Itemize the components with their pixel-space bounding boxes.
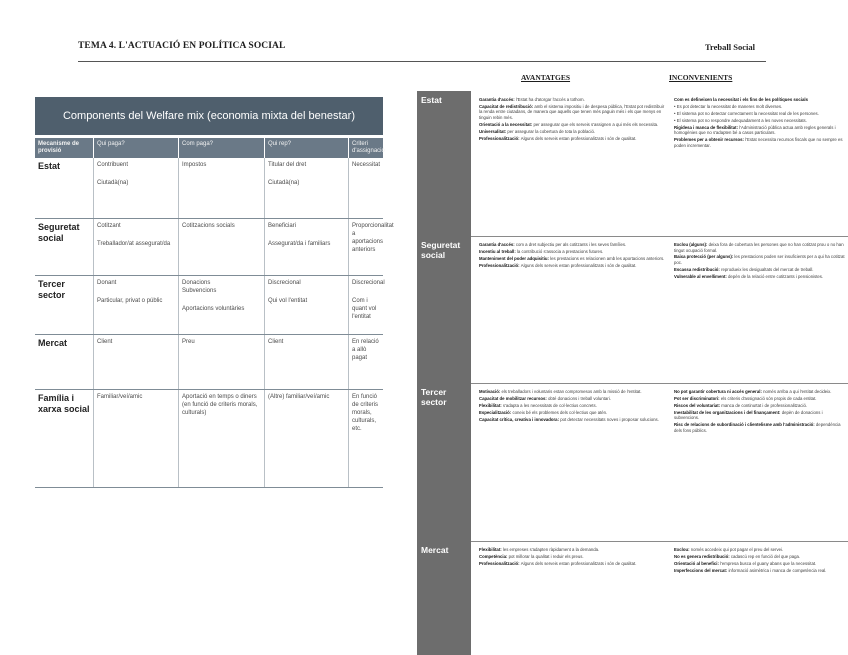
advantages-cell	[479, 242, 667, 270]
document-subject: Treball Social	[705, 42, 755, 52]
section-label: Seguretat social	[421, 240, 461, 260]
point-item	[479, 554, 667, 560]
point-heading: Com es defineixen la necessitat i els fins de les polítiques socials	[674, 97, 808, 102]
point-item	[479, 263, 667, 269]
pros-cons-section	[417, 541, 848, 655]
point-heading: Escassa redistribució:	[674, 266, 722, 272]
cell-text: Donant	[97, 280, 117, 286]
cell-text: Com i quant vol l'entitat	[352, 298, 377, 320]
cell-text: Treballador/at assegurat/da	[97, 241, 171, 247]
welfare-mix-cell	[264, 158, 348, 218]
point-heading: Garantia d'accés:	[479, 97, 516, 102]
mechanism-name: Estat	[38, 161, 61, 171]
point-text: • El sistema pot no respondre adequadament a les noves necessitats.	[674, 117, 807, 123]
welfare-mix-cell	[348, 335, 383, 389]
point-heading: Inestabilitat de les organitzacions i del finançament:	[674, 409, 782, 415]
point-item	[674, 97, 846, 103]
point-item	[479, 561, 667, 567]
point-item	[479, 410, 667, 416]
point-heading: Orientació a la necessitat:	[479, 121, 534, 127]
point-item	[674, 104, 846, 110]
cell-text: Impostos	[182, 162, 207, 168]
point-text: informació asimètrica i manca de competència real.	[728, 567, 827, 573]
mechanism-name: Família i xarxa social	[38, 393, 90, 414]
cell-text: Cotitzacions socials	[182, 223, 235, 229]
mechanism-name: Tercer sector	[38, 279, 66, 300]
point-text: les prestacions poden ser insuficients per a qui ha cotitzat poc.	[674, 254, 845, 266]
point-heading: No pot garantir cobertura ni accés general:	[674, 389, 764, 394]
cell-text: Contribuent	[97, 162, 129, 168]
point-item	[674, 111, 846, 117]
point-item	[479, 136, 667, 142]
point-heading: Manteniment del poder adquisitiu:	[479, 255, 551, 261]
cell-text: Client	[97, 339, 113, 345]
point-heading: Capacitat de mobilitzar recursos:	[479, 395, 549, 401]
point-text: obté donacions i treball voluntari.	[548, 395, 611, 401]
cell-spacer	[268, 287, 345, 297]
point-text: les prestacions es relacionen amb les aportacions anteriors.	[550, 255, 665, 261]
welfare-mix-cell	[93, 158, 178, 218]
point-heading: Competència:	[479, 553, 509, 559]
disadvantages-header: INCONVENIENTS	[669, 73, 733, 82]
cell-spacer	[352, 287, 380, 297]
point-item	[674, 396, 846, 402]
header-allocation: Criteri d'assignació	[348, 138, 383, 158]
advantages-cell	[479, 547, 667, 568]
point-text: depèn de la relació entre cotitzants i pensionistes.	[728, 273, 824, 279]
section-divider	[471, 383, 848, 384]
welfare-mix-table	[35, 97, 394, 488]
welfare-mix-cell	[348, 276, 383, 334]
welfare-mix-cell	[264, 335, 348, 389]
disadvantages-cell	[674, 547, 846, 575]
welfare-mix-cell	[178, 219, 264, 275]
pros-cons-table	[417, 91, 848, 655]
point-text: la contribució s'associa a prestacions futures.	[516, 248, 604, 254]
point-item	[674, 125, 846, 136]
point-item	[674, 254, 846, 265]
mechanism-name: Seguretat social	[38, 222, 80, 243]
point-heading: Problemes per a obtenir recursos:	[674, 137, 746, 143]
welfare-mix-row	[35, 390, 383, 488]
cell-text: Subvencions	[182, 288, 217, 294]
mechanism-name: Mercat	[38, 338, 68, 348]
point-heading: Professionalització:	[479, 560, 521, 566]
point-heading: Rigidesa i manca de flexibilitat:	[674, 124, 740, 130]
point-text: les empreses s'adapten ràpidament a la demanda.	[502, 547, 600, 552]
point-text: Alguns dels serveis estan professionalitzats i són de qualitat.	[520, 135, 637, 141]
point-heading: Imperfeccions del mercat:	[674, 567, 729, 573]
point-text: com a dret subjectiu per als cotitzants i les seves famílies.	[515, 242, 627, 247]
advantages-cell	[479, 97, 667, 143]
welfare-mix-rows	[35, 158, 394, 488]
point-text: reprodueix les desigualtats del mercat de treball.	[721, 266, 814, 272]
welfare-mix-row	[35, 276, 383, 335]
point-heading: Vulnerable al envelliment:	[674, 273, 729, 279]
cell-text: Donacions	[182, 280, 211, 286]
cell-spacer	[97, 287, 175, 297]
pros-cons-section	[417, 383, 848, 541]
point-text: cadascú rep en funció del que paga.	[730, 553, 801, 559]
point-item	[479, 97, 667, 103]
header-mechanism: Mecanisme de provisió	[38, 141, 80, 154]
cell-text: Ciutadà(na)	[97, 180, 129, 186]
point-text: per assegurar que els serveis s'assignen a qui més els necessita.	[533, 121, 659, 127]
point-item	[674, 118, 846, 124]
welfare-mix-cell	[93, 276, 178, 334]
point-item	[479, 547, 667, 553]
cell-text: Discrecional	[352, 280, 385, 286]
point-heading: Garantia d'accés:	[479, 242, 516, 247]
advantages-cell	[479, 389, 667, 423]
welfare-mix-cell	[178, 390, 264, 487]
cell-text: (Altre) familiar/veí/amic	[268, 394, 330, 400]
point-heading: Capacitat crítica, creativa i innovadora:	[479, 416, 561, 422]
point-heading: Orientació al benefici:	[674, 560, 721, 566]
welfare-mix-cell	[348, 158, 383, 218]
welfare-mix-cell	[264, 390, 348, 487]
point-item	[674, 137, 846, 148]
welfare-mix-cell	[178, 335, 264, 389]
point-text: • Es pot detectar la necessitat de maneres molt diverses.	[674, 103, 783, 109]
point-item	[674, 422, 846, 433]
cell-text: Qui vol l'entitat	[268, 298, 308, 304]
point-text: els treballadors i voluntaris estan compromesos amb la missió de l'entitat.	[501, 389, 642, 394]
point-item	[479, 389, 667, 395]
point-text: només arriba a qui l'entitat decideix.	[763, 389, 832, 394]
cell-text: Ciutadà(na)	[268, 180, 300, 186]
cell-text: Familiar/veí/amic	[97, 394, 143, 400]
point-item	[479, 104, 667, 121]
section-label: Mercat	[421, 545, 449, 555]
cell-text: Preu	[182, 339, 195, 345]
welfare-mix-cell	[93, 390, 178, 487]
point-item	[674, 568, 846, 574]
cell-text: Client	[268, 339, 284, 345]
point-text: l'empresa busca el guany abans que la necessitat.	[720, 560, 817, 566]
point-heading: Exclou:	[674, 547, 691, 552]
cell-text: Particular, privat o públic	[97, 298, 163, 304]
point-item	[674, 410, 846, 421]
point-text: s'adapta a les necessitats de col·lectius concrets.	[502, 402, 597, 408]
point-text: els criteris d'assignació són propis de cada entitat.	[720, 395, 817, 401]
header-how-pays: Com paga?	[178, 138, 264, 158]
point-heading: Riscos del voluntariat:	[674, 402, 722, 408]
point-text: depèn de donacions i subvencions.	[674, 409, 823, 421]
welfare-mix-cell	[93, 219, 178, 275]
point-item	[479, 129, 667, 135]
advantages-header: AVANTATGES	[521, 73, 571, 82]
point-text: pot detectar necessitats noves i proposar solucions.	[560, 416, 659, 422]
point-text: l'Administració pública actua amb regles generals i homogènies que no s'adapten bé a casos particulars.	[674, 124, 836, 136]
point-heading: Professionalització:	[479, 135, 521, 141]
point-text: • El sistema pot no detectar correctament la necessitat real de les persones.	[674, 110, 819, 116]
point-text: amb el sistema impositiu i de despesa pública, l'Estat pot redistribuir la renda entre ciutadans, de manera que aquells que tenen més paguin més i els que menys en tinguin rebin més.	[479, 103, 665, 121]
point-item	[479, 396, 667, 402]
pros-cons-section	[417, 91, 848, 236]
point-heading: Professionalització:	[479, 262, 521, 268]
point-text: manca de continuïtat i de professionalització.	[721, 402, 808, 408]
point-item	[674, 267, 846, 273]
cell-text: Necessitat	[352, 162, 381, 168]
welfare-mix-row	[35, 335, 383, 390]
point-heading: Universalitat:	[479, 128, 508, 134]
point-text: Alguns dels serveis estan professionalitzats i són de qualitat.	[520, 560, 637, 566]
point-item	[674, 389, 846, 395]
section-label: Tercer sector	[421, 387, 447, 407]
cell-spacer	[97, 230, 175, 240]
pros-cons-section	[417, 236, 848, 383]
welfare-mix-row	[35, 158, 383, 219]
welfare-mix-cell	[264, 219, 348, 275]
disadvantages-cell	[674, 389, 846, 435]
disadvantages-cell	[674, 242, 846, 281]
cell-text: Titular del dret	[268, 162, 307, 168]
header-who-receives: Qui rep?	[264, 138, 348, 158]
welfare-mix-cell	[348, 390, 383, 487]
welfare-mix-cell	[264, 276, 348, 334]
point-text: coneix bé els problemes dels col·lectius que atén.	[512, 409, 608, 415]
point-heading: Flexibilitat:	[479, 547, 503, 552]
section-divider	[471, 236, 848, 237]
point-item	[674, 242, 846, 253]
welfare-mix-cell	[348, 219, 394, 275]
point-heading: Capacitat de redistribució:	[479, 103, 535, 109]
point-item	[479, 242, 667, 248]
point-item	[674, 403, 846, 409]
point-item	[674, 554, 846, 560]
point-item	[479, 403, 667, 409]
point-item	[479, 249, 667, 255]
cell-text: Discrecional	[268, 280, 301, 286]
point-text: dependència dels fons públics.	[674, 422, 841, 433]
welfare-mix-title: Components del Welfare mix (economia mixta del benestar)	[35, 97, 383, 135]
point-text: per assegurar la cobertura de tota la població.	[507, 128, 596, 134]
cell-spacer	[268, 169, 345, 179]
point-heading: Baixa protecció (per alguns):	[674, 254, 735, 260]
document-title: TEMA 4. L'ACTUACIÓ EN POLÍTICA SOCIAL	[78, 41, 286, 51]
point-heading: Especialització:	[479, 409, 513, 415]
point-heading: Incentiu al treball:	[479, 248, 517, 254]
cell-spacer	[97, 169, 175, 179]
welfare-mix-cell	[93, 335, 178, 389]
header-who-pays: Qui paga?	[93, 138, 178, 158]
point-text: pot millorar la qualitat i reduir els preus.	[508, 553, 584, 559]
point-heading: Flexibilitat:	[479, 402, 503, 408]
cell-text: Cotitzant	[97, 223, 121, 229]
header-rule	[78, 61, 766, 62]
point-item	[674, 547, 846, 553]
point-heading: Exclou (alguns):	[674, 242, 709, 247]
point-text: l'Estat necessita recursos fiscals que no sempre es poden incrementar.	[674, 137, 843, 148]
cell-spacer	[268, 230, 345, 240]
welfare-mix-cell	[178, 276, 264, 334]
cell-text: Aportació en temps o diners (en funció de criteris morals, culturals)	[182, 394, 258, 416]
point-item	[479, 256, 667, 262]
point-heading: Pot ser discriminatori:	[674, 395, 721, 401]
cell-text: Proporcionalitat a aportacions anteriors	[352, 223, 394, 253]
point-text: l'Estat ha d'atorgar l'accés a tothom.	[515, 97, 585, 102]
cell-text: Aportacions voluntàries	[182, 306, 245, 312]
point-text: deixa fora de cobertura les persones que no han cotitzat prou o no han tingut ocupació formal.	[674, 242, 844, 253]
welfare-mix-header-row	[35, 138, 383, 158]
point-heading: No es genera redistribució:	[674, 553, 731, 559]
point-text: només accedeix qui pot pagar el preu del servei.	[690, 547, 784, 552]
section-label: Estat	[421, 95, 442, 105]
welfare-mix-row	[35, 219, 394, 276]
disadvantages-cell	[674, 97, 846, 150]
point-item	[674, 561, 846, 567]
cell-spacer	[182, 295, 261, 305]
point-item	[674, 274, 846, 280]
cell-text: En relació a allò pagat	[352, 339, 379, 361]
cell-text: En funció de criteris morals, culturals, etc.	[352, 394, 379, 432]
point-text: Alguns dels serveis estan professionalitzats i són de qualitat.	[520, 262, 637, 268]
welfare-mix-cell	[178, 158, 264, 218]
point-heading: Risc de relacions de subordinació i clientelisme amb l'administració:	[674, 422, 816, 428]
cell-text: Beneficiari	[268, 223, 297, 229]
point-heading: Motivació:	[479, 389, 502, 394]
section-divider	[471, 541, 848, 542]
point-item	[479, 417, 667, 423]
cell-text: Assegurat/da i familiars	[268, 241, 331, 247]
point-item	[479, 122, 667, 128]
